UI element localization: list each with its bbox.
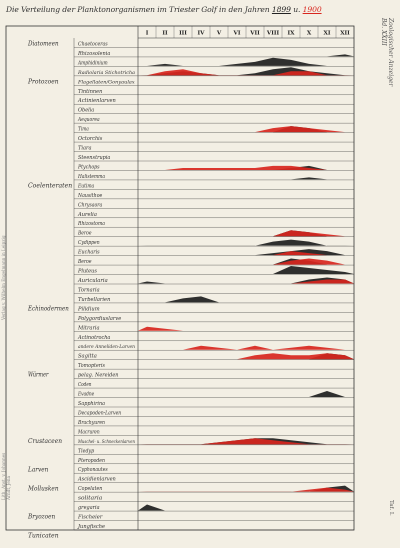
group-label: Diatomeen: [27, 40, 59, 48]
species-label: Octorchis: [78, 136, 103, 143]
profile-black: [138, 177, 354, 179]
species-label: Copelaten: [78, 486, 103, 493]
species-label: andere Anneliden-Larven: [78, 345, 138, 351]
species-label: Fischeier: [77, 514, 103, 521]
species-label: Pteropoden: [77, 457, 106, 464]
profile-red: [138, 488, 354, 492]
profile-black: [138, 58, 354, 66]
species-label: Nausithoe: [77, 192, 103, 199]
species-label: Auricularia: [77, 278, 108, 284]
profile-red: [138, 353, 354, 359]
month-label-XII: XII: [340, 30, 350, 37]
month-label-II: II: [162, 30, 168, 37]
journal-label: Zoologischer Anzeiger Bd. XXIII: [380, 18, 394, 87]
species-label: Pilidium: [77, 306, 100, 313]
lithographer-label: Lith. Anst. v. Johannes Arndt, Jena: [1, 452, 11, 500]
species-label: Flagellaten/Gonyaulax: [78, 80, 131, 86]
profile-black: [138, 505, 354, 511]
species-label: Coden: [78, 382, 92, 389]
species-label: Macruren: [77, 429, 100, 436]
profile-red: [138, 126, 354, 132]
species-label: pelag. Nereiden: [78, 372, 119, 379]
plate-number: Taf. I.: [388, 500, 394, 516]
group-label: Würmer: [28, 371, 50, 379]
profile-black: [138, 296, 354, 302]
group-label: Larven: [27, 466, 49, 474]
species-label: Evadne: [77, 391, 95, 398]
species-label: Amphidinium: [77, 60, 108, 67]
profile-black: [138, 249, 354, 255]
species-label: Ptychops: [77, 164, 100, 171]
species-label: Tima: [78, 126, 89, 133]
group-label: Coelenteraten: [28, 182, 73, 190]
month-label-VI: VI: [233, 30, 241, 37]
species-label: Beroe: [77, 259, 93, 266]
species-label: solitaria: [78, 495, 103, 502]
species-label: Eutima: [77, 183, 95, 190]
species-label: Halistemma: [77, 173, 105, 180]
group-label: Crustaceen: [28, 437, 63, 445]
species-label: Mitraria: [77, 325, 100, 332]
species-label: Cydippen: [78, 240, 100, 247]
profile-black: [138, 266, 354, 274]
publisher-label: Verlag v. Wilhelm Engelmann in Leipzig: [1, 235, 6, 320]
species-label: Ascidienlarven: [77, 476, 117, 483]
species-label: Muschel- u. Schneckenlarven: [78, 439, 147, 445]
group-label: Mollusken: [27, 485, 59, 493]
month-label-III: III: [179, 30, 187, 37]
month-label-X: X: [306, 30, 312, 37]
species-label: Polygordiuslarve: [77, 315, 122, 322]
species-label: Tiara: [78, 145, 92, 152]
profile-red: [138, 346, 354, 350]
species-label: Steenstrupia: [78, 155, 111, 161]
group-label: Tunicaten: [28, 532, 59, 540]
month-label-VIII: VIII: [266, 30, 280, 37]
species-label: Tornaria: [78, 287, 100, 294]
profile-red: [138, 259, 354, 265]
species-label: Actinotrocha: [77, 334, 111, 341]
group-label: Echinodermen: [27, 305, 69, 313]
month-label-XI: XI: [323, 30, 331, 37]
species-label: Actinienlarven: [77, 98, 117, 105]
month-label-IV: IV: [197, 30, 205, 37]
species-label: Chrysaora: [78, 202, 103, 209]
species-label: Sagitta: [78, 353, 97, 360]
month-label-VII: VII: [250, 30, 260, 37]
species-label: Cyphonautes: [78, 467, 108, 474]
species-label: Radiolaria Stichotricha: [78, 70, 133, 76]
species-label: Brachyuren: [77, 419, 106, 426]
species-label: Aequorea: [77, 117, 100, 124]
species-label: Rhizosolenia: [77, 50, 111, 57]
year-1900: 1900: [302, 5, 322, 14]
year-1899: 1899: [271, 5, 291, 14]
profile-red: [138, 438, 354, 444]
species-label: Eucharis: [77, 249, 100, 256]
month-label-IX: IX: [287, 30, 295, 37]
profile-black: [138, 391, 354, 397]
species-label: Turbellarien: [78, 296, 111, 303]
species-label: Sapphirina: [78, 401, 105, 407]
profile-red: [138, 230, 354, 236]
species-label: Decapoden-Larven: [77, 410, 122, 417]
species-label: Tintinnen: [78, 88, 103, 95]
species-label: Pluteus: [77, 268, 98, 275]
year-separator: u.: [293, 5, 301, 14]
profile-black: [138, 54, 354, 56]
species-label: Obelia: [78, 107, 95, 114]
month-label-V: V: [216, 30, 222, 37]
species-label: Aurelia: [77, 211, 97, 218]
species-label: Jungfische: [77, 524, 106, 530]
species-label: Tomopteris: [78, 363, 106, 370]
group-label: Protozoen: [27, 78, 59, 86]
profile-red: [138, 327, 354, 331]
species-label: Tiedyp: [78, 448, 95, 455]
group-label: Bryozoen: [27, 513, 56, 521]
species-label: Beroe: [77, 230, 93, 237]
species-label: Chaetoceras: [78, 41, 108, 48]
profile-red: [138, 280, 354, 284]
species-label: Rhizostoma: [77, 221, 105, 228]
species-label: gregaria: [78, 505, 100, 512]
title-text: Die Verteilung der Planktonorganismen im Triester Golf in den Jahren: [6, 5, 270, 14]
month-label-I: I: [145, 30, 149, 37]
profile-black: [138, 240, 354, 246]
